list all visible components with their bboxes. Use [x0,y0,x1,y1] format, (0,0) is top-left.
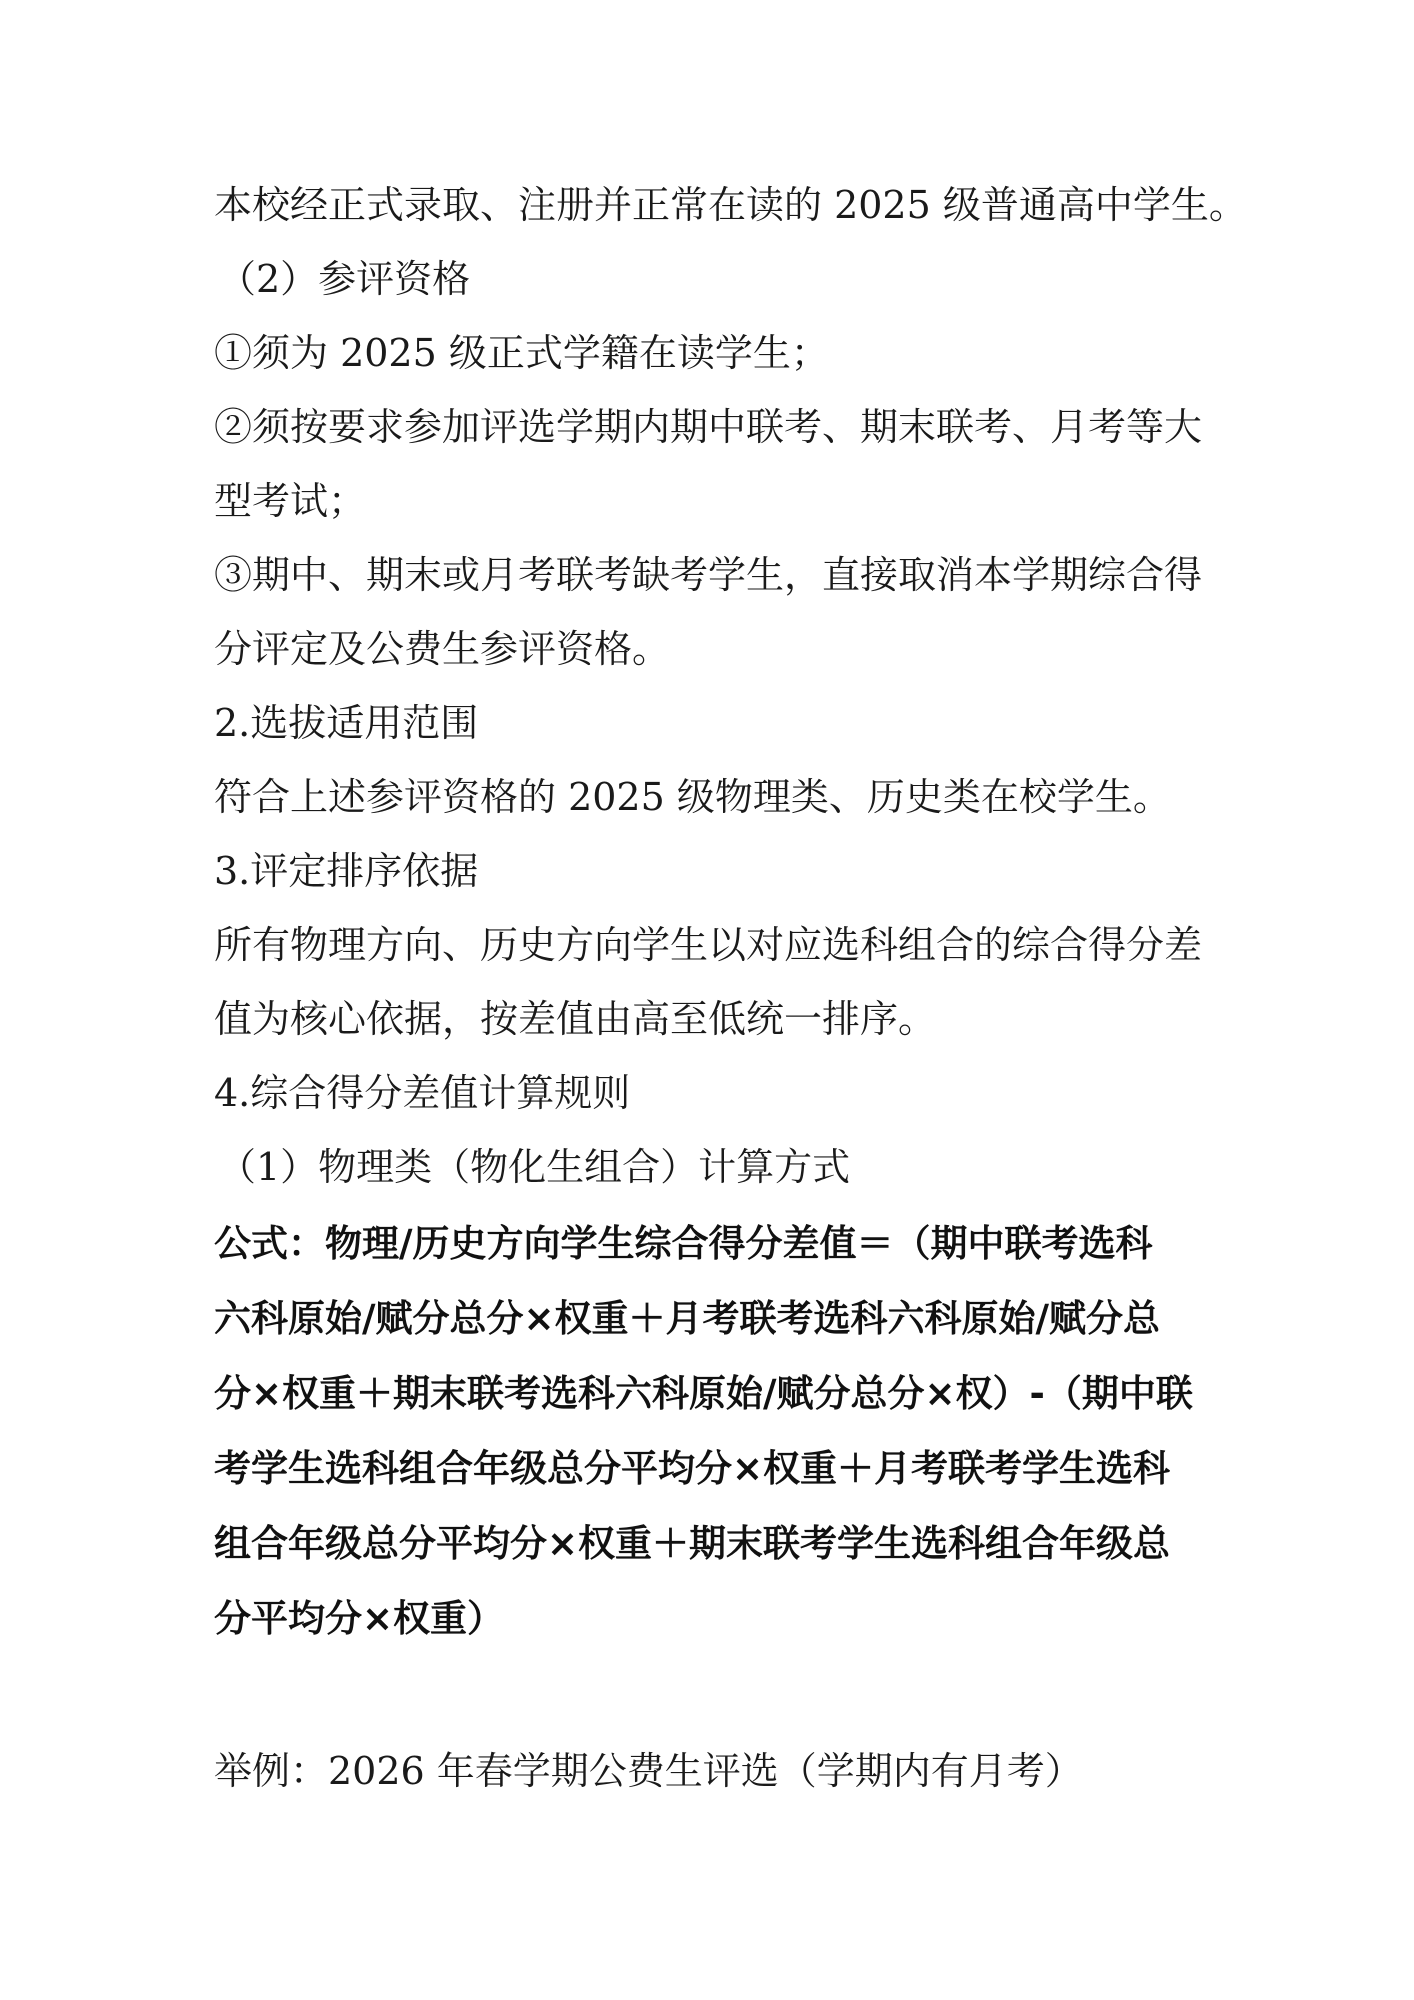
eligibility-scope-text: 本校经正式录取、注册并正常在读的 2025 级普通高中学生。 [214,183,1247,227]
formula-line: 六科原始/赋分总分×权重＋月考联考选科六科原始/赋分总 [214,1297,1161,1340]
subsection-physics: （1）物理类（物化生组合）计算方式 [218,1145,851,1189]
formula-line: 分×权重＋期末联考选科六科原始/赋分总分×权）-（期中联 [214,1372,1193,1415]
ranking-text: 所有物理方向、历史方向学生以对应选科组合的综合得分差 [214,923,1203,967]
example-text: 举例：2026 年春学期公费生评选（学期内有月考） [214,1749,1083,1793]
formula-block [214,1206,1204,1656]
eligibility-item-2-cont: 型考试； [214,479,367,523]
eligibility-item-2: ②须按要求参加评选学期内期中联考、期末联考、月考等大 [214,405,1203,449]
section-heading-rules: 4.综合得分差值计算规则 [214,1071,631,1115]
section-heading-eligibility: （2）参评资格 [218,257,471,301]
ranking-text-cont: 值为核心依据，按差值由高至低统一排序。 [214,997,937,1041]
scope-text: 符合上述参评资格的 2025 级物理类、历史类在校学生。 [214,775,1171,819]
formula-line: 公式：物理/历史方向学生综合得分差值＝（期中联考选科 [214,1222,1153,1265]
formula-line: 考学生选科组合年级总分平均分×权重＋月考联考学生选科 [214,1447,1171,1490]
eligibility-item-3-cont: 分评定及公费生参评资格。 [214,627,671,671]
section-heading-scope: 2.选拔适用范围 [214,701,479,745]
section-heading-ranking: 3.评定排序依据 [214,849,479,893]
formula-line: 组合年级总分平均分×权重＋期末联考学生选科组合年级总 [214,1522,1171,1565]
document-body [214,168,1247,1808]
eligibility-item-3: ③期中、期末或月考联考缺考学生，直接取消本学期综合得 [214,553,1203,597]
formula-line: 分平均分×权重） [214,1597,505,1640]
eligibility-item-1: ①须为 2025 级正式学籍在读学生； [214,331,829,375]
